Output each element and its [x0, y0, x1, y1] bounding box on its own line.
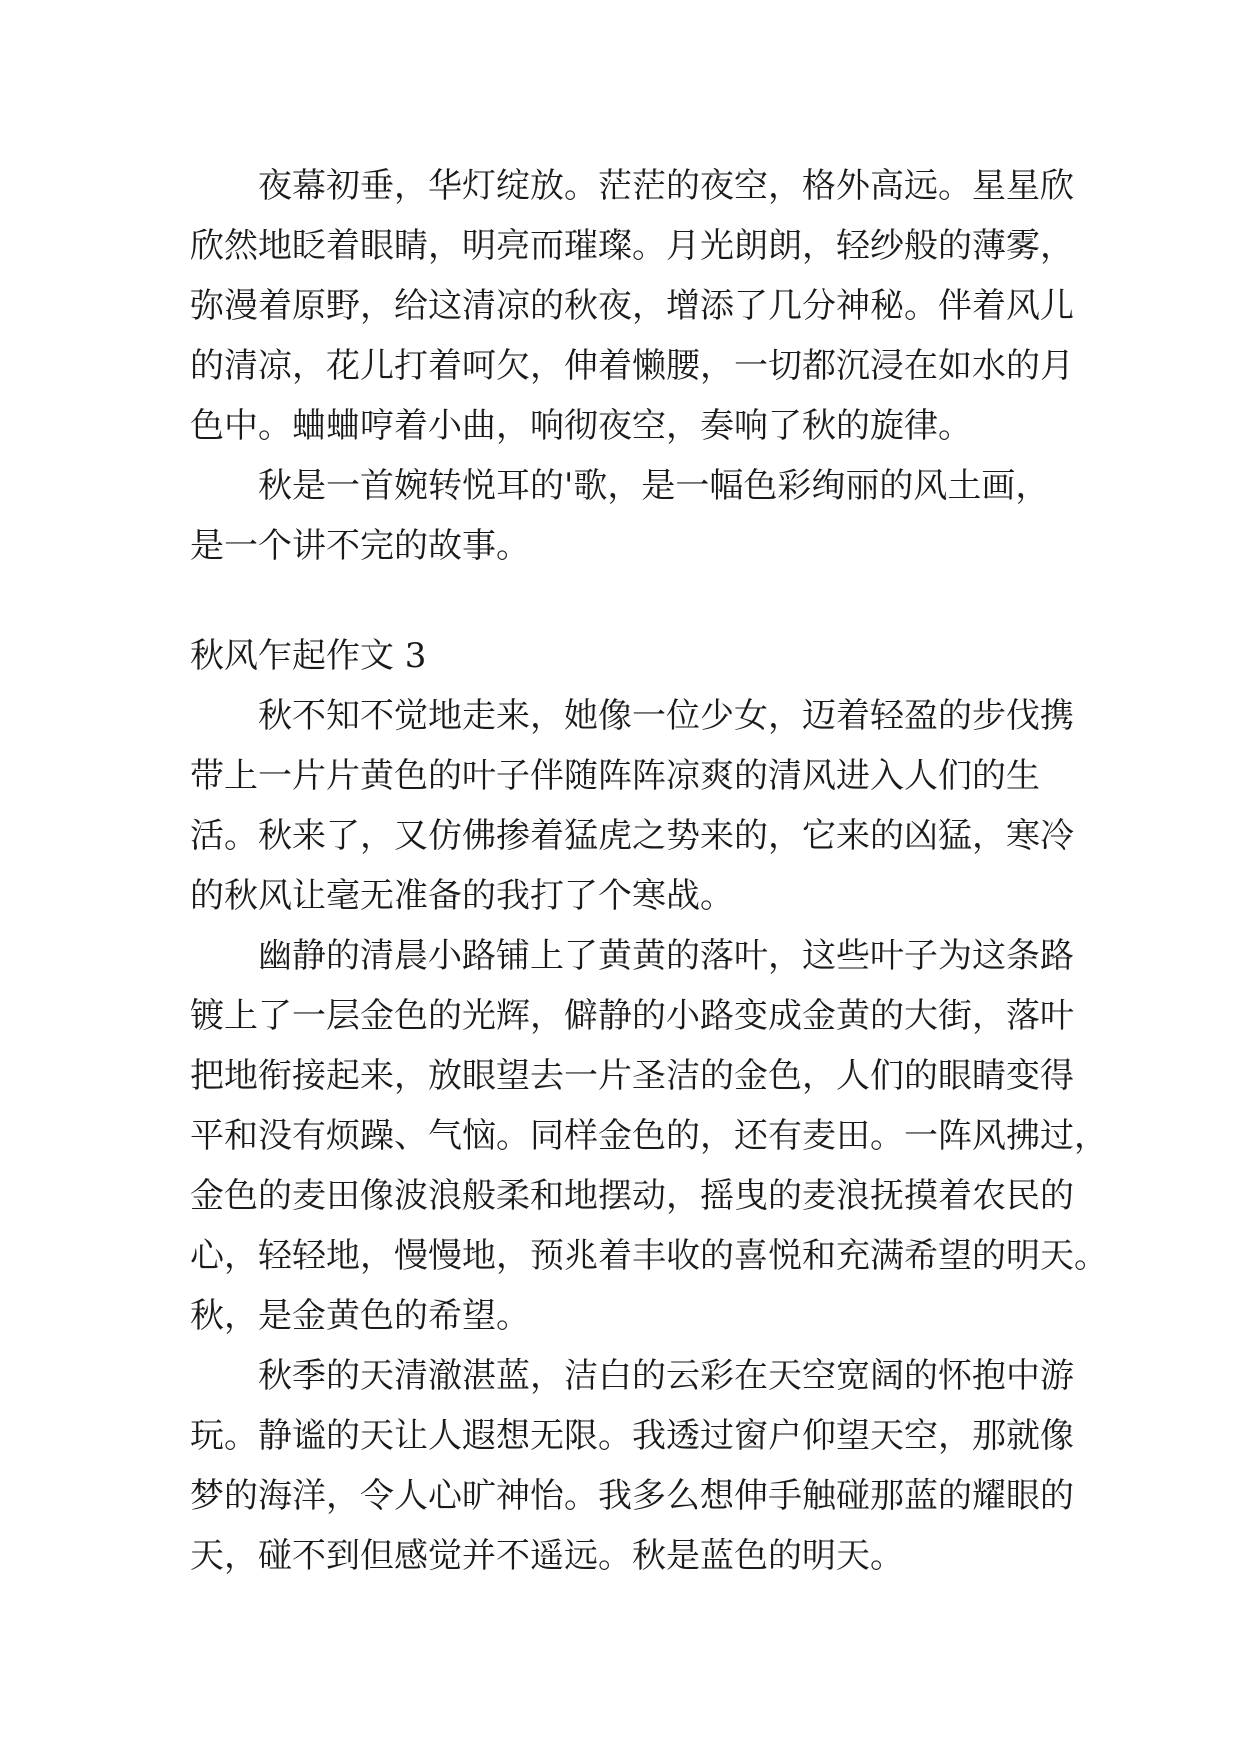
paragraph-line: 秋不知不觉地走来，她像一位少女，迈着轻盈的步伐携 — [258, 696, 1074, 736]
paragraph-line: 金色的麦田像波浪般柔和地摆动，摇曳的麦浪抚摸着农民的 — [190, 1176, 1074, 1216]
paragraph-line: 梦的海洋，令人心旷神怡。我多么想伸手触碰那蓝的耀眼的 — [190, 1476, 1074, 1516]
paragraph-line: 秋，是金黄色的希望。 — [190, 1296, 530, 1336]
paragraph-line: 平和没有烦躁、气恼。同样金色的，还有麦田。一阵风拂过， — [190, 1116, 1108, 1156]
paragraph-line: 夜幕初垂，华灯绽放。茫茫的夜空，格外高远。星星欣 — [258, 166, 1074, 206]
paragraph-line: 是一个讲不完的故事。 — [190, 526, 530, 566]
paragraph-line: 弥漫着原野，给这清凉的秋夜，增添了几分神秘。伴着风儿 — [190, 286, 1074, 326]
paragraph-line: 秋是一首婉转悦耳的'歌，是一幅色彩绚丽的风土画， — [258, 466, 1050, 506]
paragraph-line: 的秋风让毫无准备的我打了个寒战。 — [190, 876, 734, 916]
paragraph-line: 心，轻轻地，慢慢地，预兆着丰收的喜悦和充满希望的明天。 — [190, 1236, 1108, 1276]
paragraph-line: 色中。蛐蛐哼着小曲，响彻夜空，奏响了秋的旋律。 — [190, 406, 972, 446]
paragraph-line: 镀上了一层金色的光辉，僻静的小路变成金黄的大街，落叶 — [190, 996, 1074, 1036]
paragraph-line: 欣然地眨着眼睛，明亮而璀璨。月光朗朗，轻纱般的薄雾， — [190, 226, 1074, 266]
paragraph-line: 天，碰不到但感觉并不遥远。秋是蓝色的明天。 — [190, 1536, 904, 1576]
paragraph-line: 带上一片片黄色的叶子伴随阵阵凉爽的清风进入人们的生 — [190, 756, 1040, 796]
paragraph-line: 活。秋来了，又仿佛掺着猛虎之势来的，它来的凶猛，寒冷 — [190, 816, 1074, 856]
paragraph-line: 玩。静谧的天让人遐想无限。我透过窗户仰望天空，那就像 — [190, 1416, 1074, 1456]
paragraph-line: 的清凉，花儿打着呵欠，伸着懒腰，一切都沉浸在如水的月 — [190, 346, 1074, 386]
paragraph-line: 秋季的天清澈湛蓝，洁白的云彩在天空宽阔的怀抱中游 — [258, 1356, 1074, 1396]
paragraph-line: 把地衔接起来，放眼望去一片圣洁的金色，人们的眼睛变得 — [190, 1056, 1074, 1096]
section-heading: 秋风乍起作文 3 — [190, 636, 427, 676]
paragraph-line: 幽静的清晨小路铺上了黄黄的落叶，这些叶子为这条路 — [258, 936, 1074, 976]
